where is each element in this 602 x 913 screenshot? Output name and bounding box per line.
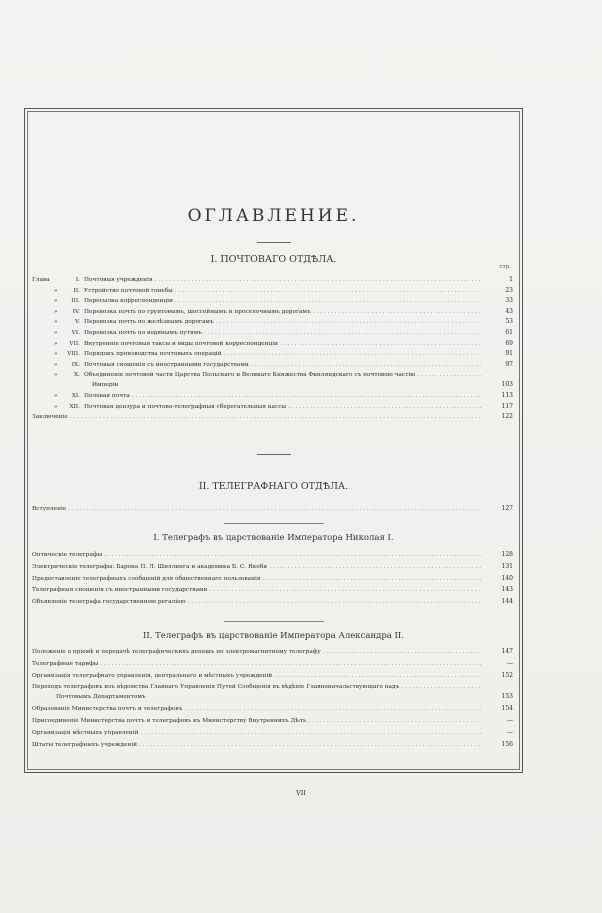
- toc-row-label: Вступленіе: [32, 506, 67, 512]
- toc-row-label: Объявленіе телеграфа государственною регаліею: [32, 599, 186, 606]
- toc-row-prefix: »: [54, 403, 58, 410]
- toc-row-leader: [84, 391, 481, 401]
- toc-row-number: I.: [75, 277, 80, 283]
- toc-row-page: 1: [509, 276, 513, 283]
- toc-row-page: 154: [501, 705, 513, 713]
- toc-row-page: 143: [501, 586, 513, 594]
- toc-row-prefix: »: [54, 372, 58, 379]
- toc-row-label: Организація телеграфнаго управленія, центральнаго и мѣстныхъ учрежденій: [32, 672, 273, 679]
- section-divider: [257, 454, 291, 455]
- toc-row-page: 97: [505, 360, 513, 368]
- toc-row-prefix: »: [54, 351, 58, 358]
- toc-row-label: Почтовая цензура и почтово-телеграфныя сберегательныя кассы: [84, 403, 287, 410]
- toc-row-label: Порядокъ производства почтовыхъ операцій: [84, 351, 222, 358]
- toc-row-page: 153: [501, 693, 513, 701]
- subsection-divider: [224, 523, 324, 524]
- toc-row-prefix: Глава: [32, 277, 50, 283]
- toc-row-prefix: »: [54, 308, 58, 315]
- toc-row-label: Почтовыя учрежденія: [84, 277, 153, 283]
- toc-row-label: Почтовыя сношенія съ иностранными государствами: [84, 361, 249, 368]
- toc-row[interactable]: [28, 296, 519, 306]
- page-title: ОГЛАВЛЕНИЕ.: [187, 206, 360, 226]
- page-frame: [24, 108, 523, 773]
- toc-row-leader: [32, 659, 481, 669]
- toc-row[interactable]: [28, 391, 519, 401]
- toc-row-label: Организація мѣстныхъ управленій: [32, 729, 139, 736]
- toc-row-page: 144: [501, 598, 513, 606]
- toc-row-leader: [84, 402, 481, 412]
- toc-row[interactable]: [28, 740, 519, 750]
- toc-row-page: 103: [501, 381, 513, 389]
- toc-row-page: 131: [501, 562, 513, 570]
- toc-row-leader: [32, 574, 481, 584]
- toc-row[interactable]: [28, 349, 519, 359]
- section-title-postal: I. ПОЧТОВАГО ОТДѢЛА.: [210, 254, 337, 265]
- toc-row-number: IX.: [71, 361, 80, 368]
- toc-row-prefix: »: [54, 319, 58, 326]
- toc-row-number: X.: [74, 372, 80, 379]
- toc-row[interactable]: [28, 339, 519, 349]
- toc-row-leader: [32, 550, 481, 560]
- toc-row[interactable]: [28, 574, 519, 584]
- toc-row-leader: [32, 412, 481, 422]
- toc-row-prefix: »: [54, 287, 58, 294]
- toc-row-number: XI.: [71, 393, 80, 399]
- toc-row-leader: [32, 740, 481, 750]
- toc-row-label: Электрическіе телеграфы: Барона П. Л. Шиллинга и академика Б. С. Якоби: [32, 563, 268, 570]
- toc-row[interactable]: [28, 286, 519, 296]
- toc-row[interactable]: [28, 328, 519, 338]
- toc-row[interactable]: [28, 585, 519, 595]
- toc-row[interactable]: [28, 671, 519, 681]
- toc-row-page: 23: [505, 286, 513, 294]
- toc-row[interactable]: [28, 647, 519, 657]
- toc-row-number: V.: [74, 319, 80, 326]
- toc-row-page: 127: [501, 505, 513, 512]
- toc-row-number: II.: [73, 287, 80, 294]
- toc-row-continuation: Имперіи: [92, 382, 119, 389]
- toc-row-label: Внутренніе почтовыя таксы и виды почтовой корреспонденціи: [84, 340, 278, 347]
- page-frame-inner: [27, 111, 520, 770]
- toc-row-leader: [32, 704, 481, 714]
- toc-row-leader: [32, 562, 481, 572]
- toc-row-number: IV.: [72, 308, 80, 315]
- subsection-divider: [224, 621, 324, 622]
- toc-row-number: VI.: [71, 330, 80, 336]
- toc-row-number: XII.: [69, 403, 80, 410]
- toc-row-number: III.: [71, 298, 80, 305]
- toc-row-prefix: »: [54, 330, 58, 336]
- toc-row-prefix: »: [54, 298, 58, 305]
- toc-row[interactable]: [28, 704, 519, 714]
- toc-row-number: VII.: [69, 340, 80, 347]
- toc-row-label: Перевозка почть по желѣзнымъ дорогамъ: [84, 319, 214, 326]
- toc-row-label: Положеніе о пріемѣ и передачѣ телеграфическихъ депешъ по электромагнитному телеграфу: [32, 649, 321, 655]
- toc-row-label: Заключеніе: [32, 414, 68, 421]
- toc-row-number: VIII.: [67, 351, 80, 358]
- toc-row-page: 69: [505, 339, 513, 347]
- toc-row-label: Полевая почта: [84, 393, 130, 399]
- toc-row-page: 117: [501, 402, 513, 410]
- subsection-title-alexander: II. Телеграфъ въ царствованіе Императора Александра II.: [143, 631, 404, 641]
- toc-row-label: Оптическіе телеграфы: [32, 552, 103, 558]
- toc-row-page: 53: [505, 318, 513, 326]
- toc-row-page: —: [507, 659, 513, 667]
- toc-row-page: 147: [501, 648, 513, 655]
- toc-row-leader: [84, 349, 481, 359]
- toc-row[interactable]: [28, 275, 519, 285]
- toc-row-page: 140: [501, 574, 513, 582]
- toc-row-page: 91: [505, 350, 513, 358]
- toc-row-page: 113: [501, 392, 513, 399]
- toc-row-prefix: »: [54, 393, 58, 399]
- toc-row[interactable]: [28, 370, 519, 389]
- toc-row-label: Присоединеніе Министерства почтъ и телеграфовъ къ Министерству Внутреннихъ Дѣлъ: [32, 718, 307, 724]
- toc-row-page: 152: [501, 671, 513, 679]
- toc-row[interactable]: [28, 317, 519, 327]
- toc-row-label: Переходъ телеграфовъ изъ вѣдомства Главнаго Управленія Путей Сообщенія въ вѣдѣніе Главноначальствующаго надъ: [32, 684, 400, 691]
- toc-row-label: Телеграфныя сношенія съ иностранными государствами: [32, 587, 208, 594]
- toc-row-label: Пересылка корреспонденціи: [84, 298, 173, 305]
- toc-row-leader: [84, 307, 481, 317]
- toc-row-label: Перевозка почть по грунтовымъ, шоссейнымъ и проселочнымъ дорогамъ: [84, 308, 311, 315]
- section-title-telegraph: II. ТЕЛЕГРАФНАГО ОТДѢЛА.: [198, 481, 349, 492]
- toc-row[interactable]: [28, 402, 519, 412]
- toc-row-leader: [84, 296, 481, 306]
- toc-row-page: 122: [501, 413, 513, 421]
- toc-row[interactable]: [28, 728, 519, 738]
- toc-row-leader: [32, 647, 481, 657]
- toc-row[interactable]: [28, 716, 519, 726]
- toc-row-label: Устройство почтовой гоньбы: [84, 287, 173, 294]
- toc-row-page: —: [507, 728, 513, 736]
- toc-row-leader: [32, 716, 481, 726]
- toc-row-leader: [84, 360, 481, 370]
- toc-row[interactable]: [28, 550, 519, 560]
- toc-row-leader: [84, 370, 481, 380]
- toc-row-page: 61: [505, 329, 513, 336]
- toc-row-page: 43: [505, 307, 513, 315]
- page-number: VII: [296, 789, 306, 797]
- toc-row-prefix: »: [54, 340, 58, 347]
- title-divider: [257, 242, 291, 243]
- toc-row-intro[interactable]: [28, 504, 519, 514]
- toc-row-page: 33: [505, 297, 513, 305]
- toc-row[interactable]: [28, 659, 519, 669]
- toc-row-label: Телеграфные тарифы: [32, 660, 99, 667]
- toc-row[interactable]: [28, 360, 519, 370]
- toc-row[interactable]: [28, 412, 519, 422]
- toc-row-leader: [84, 317, 481, 327]
- subsection-title-nicholas: I. Телеграфъ въ царствованіе Императора Николая I.: [153, 533, 394, 543]
- toc-row[interactable]: [28, 562, 519, 572]
- toc-row-leader: [32, 671, 481, 681]
- toc-row-page: 156: [501, 740, 513, 748]
- toc-row-leader: [84, 339, 481, 349]
- toc-row-label: Штаты телеграфныхъ учрежденій: [32, 741, 138, 748]
- toc-row-leader: [32, 585, 481, 595]
- toc-row-leader: [32, 597, 481, 607]
- toc-row-leader: [84, 275, 481, 285]
- toc-row-page: 128: [501, 551, 513, 558]
- toc-row-leader: [32, 728, 481, 738]
- page-column-header: стр.: [499, 264, 511, 270]
- toc-row-label: Перевозка почть по водянымъ путямъ: [84, 330, 202, 336]
- toc-row-leader: [84, 328, 481, 338]
- toc-row-label: Объединеніе почтовой части Царства Польскаго и Великаго Княжества Финляндскаго съ почтовою частію: [84, 372, 416, 379]
- toc-row-page: —: [507, 717, 513, 724]
- toc-row[interactable]: [28, 597, 519, 607]
- toc-row-prefix: »: [54, 361, 58, 368]
- toc-row[interactable]: [28, 307, 519, 317]
- toc-row-continuation: Почтовымъ Департаментомъ: [56, 694, 146, 701]
- toc-row-leader: [84, 286, 481, 296]
- toc-row-leader: [32, 682, 481, 692]
- toc-row-label: Образованіе Министерства почтъ и телеграфовъ: [32, 706, 183, 713]
- toc-row[interactable]: [28, 682, 519, 701]
- toc-row-label: Предоставленіе телеграфныхъ сообщеній для общественнаго пользованія: [32, 575, 261, 582]
